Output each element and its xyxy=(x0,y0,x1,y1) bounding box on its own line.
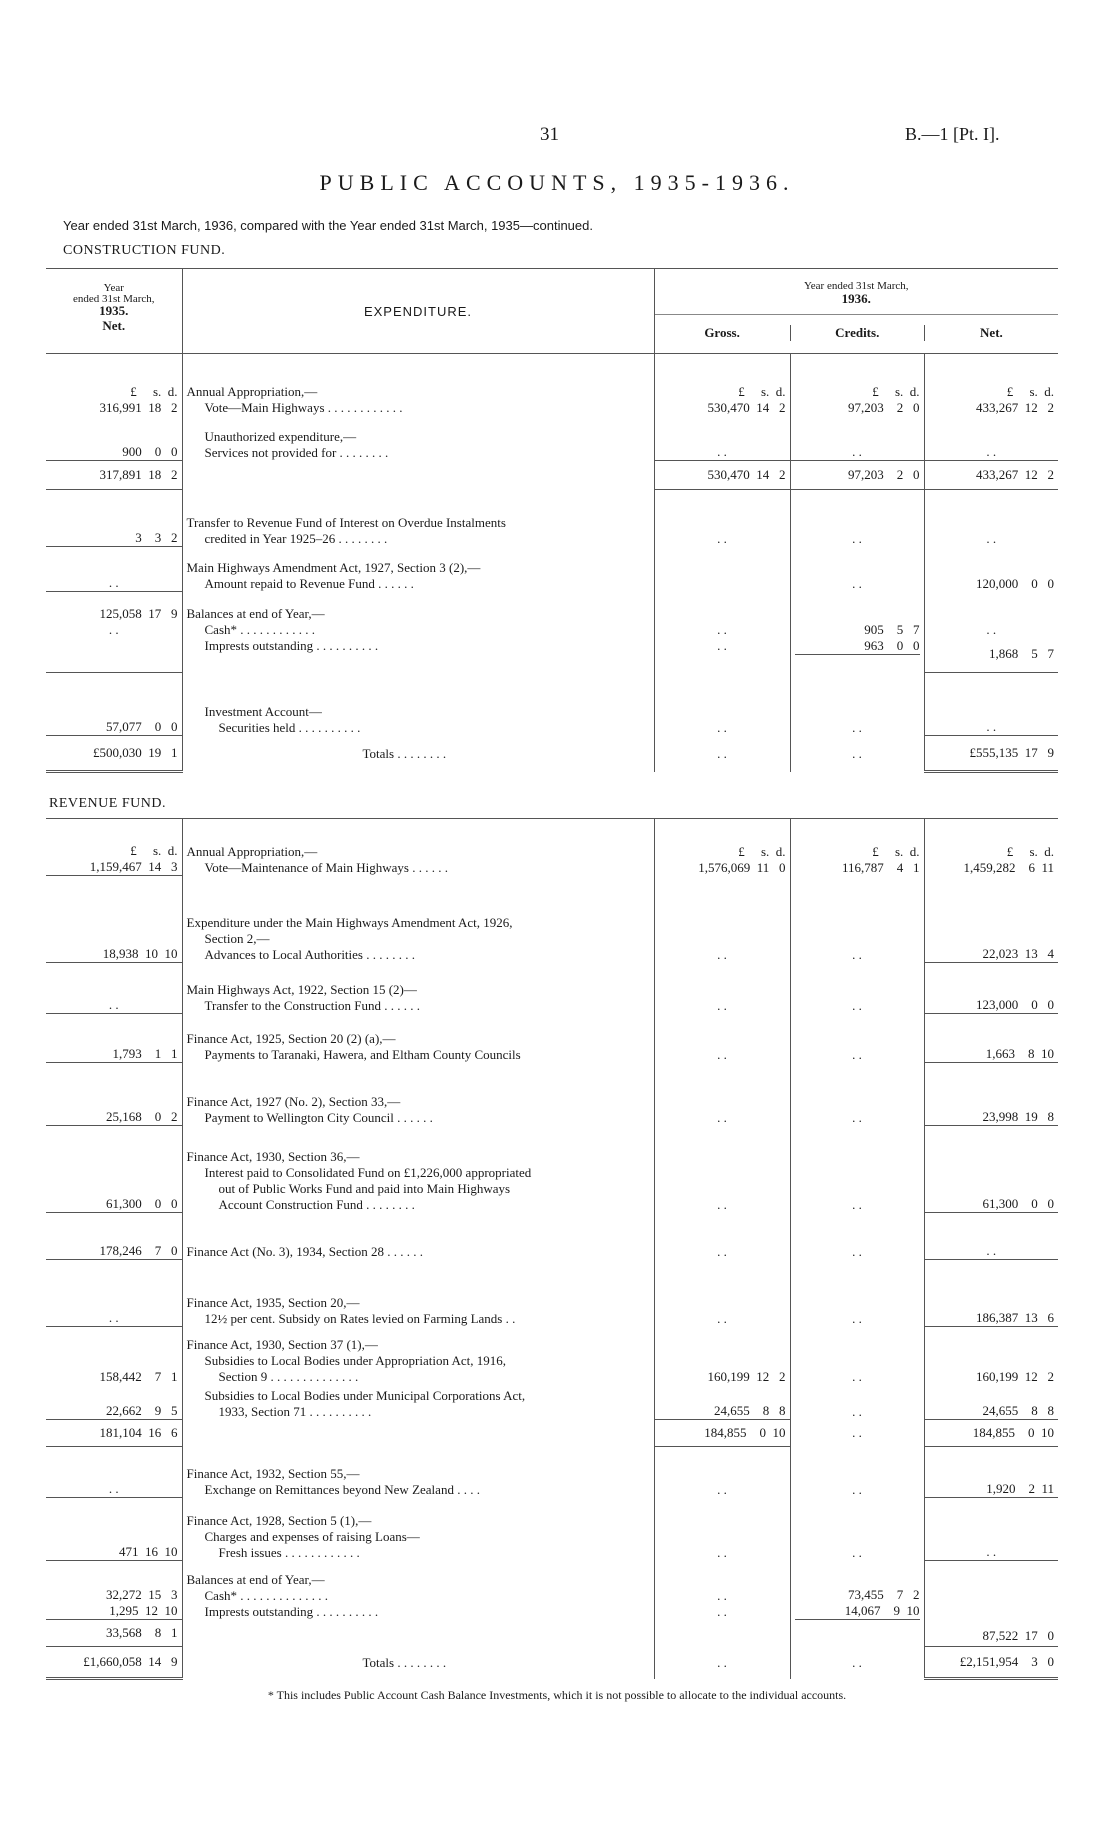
description-cell: Balances at end of Year,— Cash* . . . . . . . . . . . . Imprests outstanding . . . . . . . . . . xyxy=(182,592,654,673)
credits-cell: . . xyxy=(790,547,924,592)
description-cell: Finance Act, 1932, Section 55,— Exchange on Remittances beyond New Zealand . . . . xyxy=(182,1447,654,1498)
net-cell: £ s. d. 1,459,282 6 11 xyxy=(924,819,1058,876)
description-cell: Annual Appropriation,— Vote—Main Highways . . . . . . . . . . . . xyxy=(182,354,654,417)
table-row xyxy=(46,1014,1058,1063)
prev-net-header: Net. xyxy=(102,318,126,333)
gross-cell: . . xyxy=(654,490,790,547)
net-cell: 24,655 8 8 xyxy=(982,1403,1054,1418)
table-row xyxy=(46,876,1058,963)
gross-cell: . . xyxy=(654,876,790,963)
credits-cell: . . xyxy=(790,1420,924,1447)
table-row xyxy=(46,354,1058,417)
table-row xyxy=(46,1213,1058,1260)
credits-total: . . xyxy=(790,736,924,772)
description-cell: Finance Act, 1930, Section 37 (1),— Subsidies to Local Bodies under Appropriation Act, 1916, Section 9 . . . . . . . . . . . . . . xyxy=(182,1327,654,1386)
gross-cell: . . . . xyxy=(654,592,790,673)
net-cell: 433,267 12 2 xyxy=(924,461,1058,490)
table-row xyxy=(46,547,1058,592)
description-cell: Main Highways Amendment Act, 1927, Section 3 (2),— Amount repaid to Revenue Fund . . . . . . xyxy=(182,547,654,592)
credits-cell: 97,203 2 0 xyxy=(790,461,924,490)
description-cell: Finance Act (No. 3), 1934, Section 28 . . . . . . xyxy=(182,1213,654,1260)
description-cell: Main Highways Act, 1922, Section 15 (2)— Transfer to the Construction Fund . . . . . . xyxy=(182,963,654,1014)
net-cell: 61,300 0 0 xyxy=(924,1126,1058,1213)
description-cell: Transfer to Revenue Fund of Interest on Overdue Instalments credited in Year 1925–26 . . . . . . . . xyxy=(182,490,654,547)
net-cell: 186,387 13 6 xyxy=(924,1260,1058,1327)
gross-cell: . . . . xyxy=(654,1561,790,1620)
gross-cell: . . xyxy=(654,1063,790,1126)
prev-net-cell: 317,891 18 2 xyxy=(46,461,182,490)
prev-net-cell: 57,077 0 0 xyxy=(46,673,182,736)
page-number: 31 xyxy=(540,124,559,145)
expenditure-header: EXPENDITURE. xyxy=(182,269,654,354)
prev-net-cell: . . xyxy=(46,1447,182,1498)
credits-cell: . . xyxy=(790,1447,924,1498)
net-cell: 22,023 13 4 xyxy=(982,946,1054,961)
description-cell: Subsidies to Local Bodies under Municipal Corporations Act, 1933, Section 71 . . . . . . . . . . xyxy=(182,1385,654,1420)
prev-year-header xyxy=(46,269,182,354)
table-row xyxy=(46,592,1058,673)
net-cell: 123,000 0 0 xyxy=(924,963,1058,1014)
gross-total: . . xyxy=(654,736,790,772)
net-cell: 1,663 8 10 xyxy=(924,1014,1058,1063)
prev-year-label-2: ended 31st March, xyxy=(72,293,155,305)
prev-net-cell: 22,662 9 5 xyxy=(46,1385,182,1420)
net-cell: £ s. d. 433,267 12 2 xyxy=(924,354,1058,417)
prev-net-cell: 25,168 0 2 xyxy=(46,1063,182,1126)
subtotal-row xyxy=(46,1620,1058,1647)
gross-cell: 184,855 0 10 xyxy=(654,1420,790,1447)
credits-cell: . . xyxy=(790,490,924,547)
prev-net-cell: . . xyxy=(46,963,182,1014)
table-row xyxy=(46,490,1058,547)
gross-cell: . . xyxy=(654,1014,790,1063)
gross-cell: £ s. d. 1,576,069 11 0 xyxy=(654,819,790,876)
prev-year-label: Year xyxy=(103,282,124,294)
table-row xyxy=(46,819,1058,876)
net-cell: 120,000 0 0 xyxy=(976,575,1054,591)
table-row xyxy=(46,1447,1058,1498)
net-total: £555,135 17 9 xyxy=(924,736,1058,772)
description-cell: Finance Act, 1928, Section 5 (1),— Charges and expenses of raising Loans— Fresh issues . . . . . . . . . . . . xyxy=(182,1498,654,1561)
table-row xyxy=(46,1126,1058,1213)
credits-cell: . . xyxy=(790,1213,924,1260)
prev-net-total: £1,660,058 14 9 xyxy=(46,1647,182,1679)
net-cell: . . xyxy=(986,444,997,459)
totals-row xyxy=(46,1647,1058,1679)
description-cell xyxy=(182,1420,654,1447)
totals-row xyxy=(46,736,1058,772)
description-cell: Expenditure under the Main Highways Amendment Act, 1926, Section 2,— Advances to Local Authorities . . . . . . . . xyxy=(182,876,654,963)
description-cell: Annual Appropriation,— Vote—Maintenance of Main Highways . . . . . . xyxy=(182,819,654,876)
credits-cell: . . xyxy=(790,1014,924,1063)
description-cell xyxy=(182,1620,654,1647)
prev-net-total: £500,030 19 1 xyxy=(46,736,182,772)
net-cell: 87,522 17 0 xyxy=(924,1561,1058,1647)
page-title: PUBLIC ACCOUNTS, 1935-1936. xyxy=(319,170,795,195)
credits-cell: . . xyxy=(790,1327,924,1386)
gross-cell: 160,199 12 2 xyxy=(654,1327,790,1386)
gross-header: Gross. xyxy=(655,325,791,341)
description-cell: Investment Account— Securities held . . . . . . . . . . xyxy=(182,673,654,736)
gross-cell: . . xyxy=(654,1260,790,1327)
credits-cell: . . xyxy=(790,1126,924,1213)
net-cell: 1,920 2 11 xyxy=(986,1481,1054,1496)
totals-label: Totals . . . . . . . . xyxy=(182,1647,654,1679)
table-row xyxy=(46,1561,1058,1620)
credits-cell: . . xyxy=(790,1498,924,1561)
gross-cell: £ s. d. 530,470 14 2 xyxy=(654,354,790,417)
gross-cell: . . xyxy=(654,963,790,1014)
net-cell: 23,998 19 8 xyxy=(924,1063,1058,1126)
credits-cell: 905 5 7 963 0 0 xyxy=(790,592,924,673)
table-row xyxy=(46,1260,1058,1327)
prev-net-cell: . . xyxy=(46,1260,182,1327)
prev-net-cell: £ s. d. 316,991 18 2 xyxy=(46,354,182,417)
subtotal-row xyxy=(46,1420,1058,1447)
prev-net-cell: 158,442 7 1 xyxy=(46,1327,182,1386)
description-cell xyxy=(182,461,654,490)
prev-net-cell: 18,938 10 10 xyxy=(46,876,182,963)
cur-year-label: Year ended 31st March, xyxy=(803,280,909,292)
footnote: * This includes Public Account Cash Balance Investments, which it is not possible to allocate to the individual accounts. xyxy=(267,1688,847,1702)
net-cell: 160,199 12 2 xyxy=(924,1327,1058,1386)
construction-fund-title: CONSTRUCTION FUND. xyxy=(63,243,226,258)
table-row xyxy=(46,963,1058,1014)
net-cell: . . xyxy=(924,673,1058,736)
credits-cell: £ s. d. 97,203 2 0 xyxy=(790,354,924,417)
credits-cell: . . xyxy=(790,963,924,1014)
prev-year-value: 1935. xyxy=(99,303,129,318)
prev-net-cell: 1,793 1 1 xyxy=(46,1014,182,1063)
net-cell: . . xyxy=(924,1498,1058,1561)
net-cell: . . 1,868 5 7 xyxy=(986,621,1054,661)
prev-net-cell: 900 0 0 xyxy=(46,416,182,461)
gross-cell: 530,470 14 2 xyxy=(654,461,790,490)
cur-year-value: 1936. xyxy=(841,291,871,306)
prev-net-cell: 3 3 2 xyxy=(46,490,182,547)
gross-cell xyxy=(654,547,790,592)
page-subtitle: Year ended 31st March, 1936, compared with the Year ended 31st March, 1935—continued. xyxy=(63,218,593,233)
gross-cell: . . xyxy=(654,416,790,461)
totals-label: Totals . . . . . . . . xyxy=(182,736,654,772)
description-cell: Finance Act, 1925, Section 20 (2) (a),— Payments to Taranaki, Hawera, and Eltham County Councils xyxy=(182,1014,654,1063)
gross-cell xyxy=(654,1620,790,1647)
credits-cell: . . xyxy=(790,673,924,736)
net-cell: 184,855 0 10 xyxy=(924,1420,1058,1447)
table-row xyxy=(46,416,1058,461)
table-row xyxy=(46,1385,1058,1420)
prev-net-cell: 61,300 0 0 xyxy=(46,1126,182,1213)
net-cell: . . xyxy=(924,1213,1058,1260)
credits-total: . . xyxy=(790,1647,924,1679)
description-cell: Balances at end of Year,— Cash* . . . . . . . . . . . . . . Imprests outstanding . . . . . . . . . . xyxy=(182,1561,654,1620)
credits-cell: . . xyxy=(790,416,924,461)
table-row xyxy=(46,673,1058,736)
net-header: Net. xyxy=(980,325,1003,340)
credits-cell: 73,455 7 2 14,067 9 10 xyxy=(790,1561,924,1620)
credits-cell: £ s. d. 116,787 4 1 xyxy=(790,819,924,876)
gross-cell: 24,655 8 8 xyxy=(654,1385,790,1420)
description-cell: Finance Act, 1935, Section 20,— 12½ per cent. Subsidy on Rates levied on Farming Lands . . xyxy=(182,1260,654,1327)
construction-fund-table xyxy=(46,268,1058,773)
table-row xyxy=(46,1498,1058,1561)
credits-cell xyxy=(790,1620,924,1647)
gross-cell: . . xyxy=(654,1498,790,1561)
prev-net-cell: £ s. d. 1,159,467 14 3 xyxy=(46,819,182,876)
gross-cell: . . xyxy=(654,1126,790,1213)
gross-cell: . . xyxy=(654,673,790,736)
prev-net-cell: 471 16 10 xyxy=(46,1498,182,1561)
net-cell: . . xyxy=(986,530,997,546)
revenue-fund-title: REVENUE FUND. xyxy=(49,796,166,811)
gross-total: . . xyxy=(654,1647,790,1679)
credits-header: Credits. xyxy=(791,325,925,341)
table-row xyxy=(46,1063,1058,1126)
gross-cell: . . xyxy=(654,1213,790,1260)
prev-net-cell: 178,246 7 0 xyxy=(46,1213,182,1260)
description-cell: Unauthorized expenditure,— Services not provided for . . . . . . . . xyxy=(182,416,654,461)
prev-net-cell: 125,058 17 9 . . xyxy=(46,592,182,673)
subtotal-row xyxy=(46,461,1058,490)
prev-net-cell: . . xyxy=(46,547,182,592)
net-total: £2,151,954 3 0 xyxy=(924,1647,1058,1679)
prev-net-cell: 33,568 8 1 xyxy=(46,1620,182,1647)
credits-cell: . . xyxy=(790,1260,924,1327)
revenue-fund-table xyxy=(46,818,1058,1680)
credits-cell: . . xyxy=(790,876,924,963)
credits-cell: . . xyxy=(790,1385,924,1420)
gross-cell: . . xyxy=(654,1447,790,1498)
construction-header-row-1 xyxy=(46,269,1058,354)
page-reference: B.—1 [Pt. I]. xyxy=(905,124,1000,144)
prev-net-cell: 181,104 16 6 xyxy=(46,1420,182,1447)
prev-net-cell: 32,272 15 3 1,295 12 10 xyxy=(46,1561,182,1620)
credits-cell: . . xyxy=(790,1063,924,1126)
description-cell: Finance Act, 1930, Section 36,— Interest paid to Consolidated Fund on £1,226,000 appropriated out of Public Works Fund and paid into Main Highways Account Construction Fund . . . . . . . . xyxy=(182,1126,654,1213)
description-cell: Finance Act, 1927 (No. 2), Section 33,— Payment to Wellington City Council . . . . . . xyxy=(182,1063,654,1126)
current-year-header xyxy=(654,269,1058,354)
table-row xyxy=(46,1327,1058,1386)
